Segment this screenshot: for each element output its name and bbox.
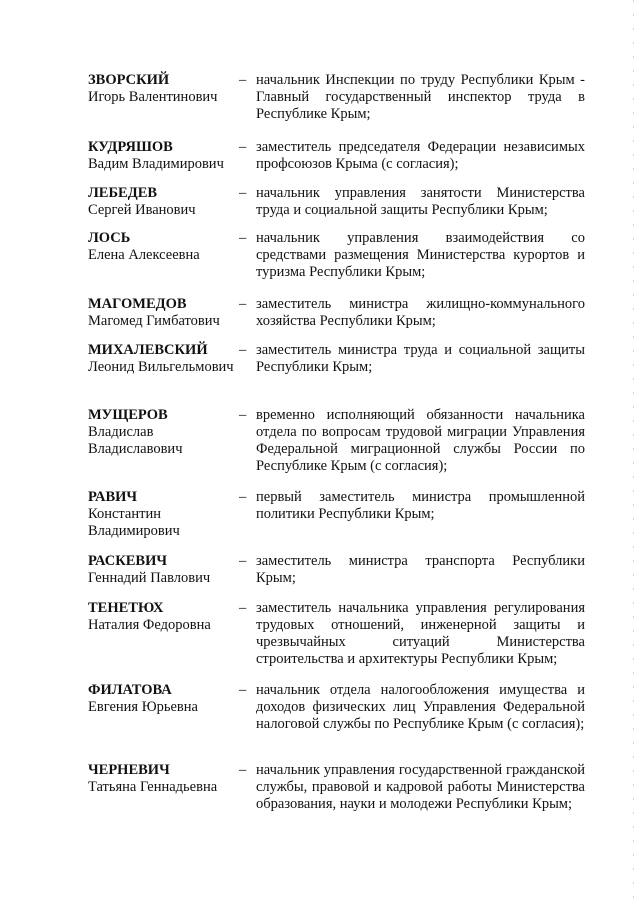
dash: – (239, 682, 247, 698)
person-name (88, 489, 236, 553)
position-description: начальник отдела налогообложения имущества и доходов физических лиц Управления Федеральной налоговой службы по Республике Крым (с согласия); (256, 682, 585, 732)
dash: – (239, 139, 247, 155)
list-item (88, 230, 588, 296)
dash: – (239, 296, 247, 312)
dash: – (239, 407, 247, 423)
surname: КУДРЯШОВ (88, 139, 173, 155)
given-name: Вадим Владимирович (88, 156, 224, 172)
list-item (88, 553, 588, 600)
person-name (88, 72, 236, 139)
given-name: Татьяна Геннадьевна (88, 779, 218, 795)
person-name (88, 600, 236, 682)
list-item (88, 407, 588, 489)
given-name: Евгения Юрьевна (88, 699, 198, 715)
dash: – (239, 230, 247, 246)
person-name (88, 296, 236, 342)
position-description: начальник управления взаимодействия со средствами размещения Министерства курортов и туризма Республики Крым; (256, 230, 585, 280)
given-name: Геннадий Павлович (88, 570, 211, 586)
given-name: Игорь Валентинович (88, 89, 218, 105)
list-item (88, 600, 588, 682)
list-item (88, 296, 588, 342)
position-description: начальник Инспекции по труду Республики Крым - Главный государственный инспектор труда в Республике Крым; (256, 72, 585, 122)
dash: – (239, 185, 247, 201)
person-name (88, 342, 236, 407)
dash: – (239, 600, 247, 616)
dash: – (239, 489, 247, 505)
position-description: начальник управления государственной гражданской службы, правовой и кадровой работы Министерства образования, науки и молодежи Республики Крым; (256, 762, 585, 812)
person-name (88, 553, 236, 600)
given-name: Наталия Федоровна (88, 617, 211, 633)
surname: МИХАЛЕВСКИЙ (88, 342, 208, 358)
surname: МАГОМЕДОВ (88, 296, 187, 312)
person-name (88, 762, 236, 832)
position-description: заместитель начальника управления регулирования трудовых отношений, инженерной защиты и чрезвычайных ситуаций Министерства строительства и архитектуры Республики Крым; (256, 600, 585, 667)
commission-member-list (88, 72, 588, 832)
person-name (88, 139, 236, 185)
position-description: начальник управления занятости Министерства труда и социальной защиты Республики Крым; (256, 185, 585, 218)
given-name: Владислав Владиславович (88, 424, 183, 457)
position-description: заместитель министра транспорта Республики Крым; (256, 553, 585, 586)
surname: ЗВОРСКИЙ (88, 72, 170, 88)
position-description: заместитель министра жилищно-коммунального хозяйства Республики Крым; (256, 296, 585, 329)
surname: ЛЕБЕДЕВ (88, 185, 158, 201)
position-description: временно исполняющий обязанности начальника отдела по вопросам трудовой миграции Управления Федеральной миграционной службы России по Республике Крым (с согласия); (256, 407, 585, 474)
surname: ЛОСЬ (88, 230, 131, 246)
surname: ТЕНЕТЮХ (88, 600, 164, 616)
person-name (88, 682, 236, 762)
surname: РАСКЕВИЧ (88, 553, 167, 569)
position-description: первый заместитель министра промышленной политики Республики Крым; (256, 489, 585, 522)
surname: ЧЕРНЕВИЧ (88, 762, 170, 778)
list-item (88, 489, 588, 553)
position-description: заместитель министра труда и социальной защиты Республики Крым; (256, 342, 585, 375)
person-name (88, 185, 236, 230)
list-item (88, 72, 588, 139)
list-item (88, 762, 588, 832)
given-name: Елена Алексеевна (88, 247, 200, 263)
list-item (88, 185, 588, 230)
person-name (88, 407, 236, 489)
surname: РАВИЧ (88, 489, 138, 505)
given-name: Леонид Вильгельмович (88, 359, 234, 375)
surname: ФИЛАТОВА (88, 682, 172, 698)
given-name: Константин Владимирович (88, 506, 180, 539)
position-description: заместитель председателя Федерации независимых профсоюзов Крыма (с согласия); (256, 139, 585, 172)
list-item (88, 139, 588, 185)
list-item (88, 682, 588, 762)
list-item (88, 342, 588, 407)
given-name: Сергей Иванович (88, 202, 196, 218)
dash: – (239, 762, 247, 778)
dash: – (239, 553, 247, 569)
given-name: Магомед Гимбатович (88, 313, 220, 329)
dash: – (239, 342, 247, 358)
person-name (88, 230, 236, 296)
scan-edge-marks (633, 0, 634, 905)
surname: МУЩЕРОВ (88, 407, 168, 423)
dash: – (239, 72, 247, 88)
